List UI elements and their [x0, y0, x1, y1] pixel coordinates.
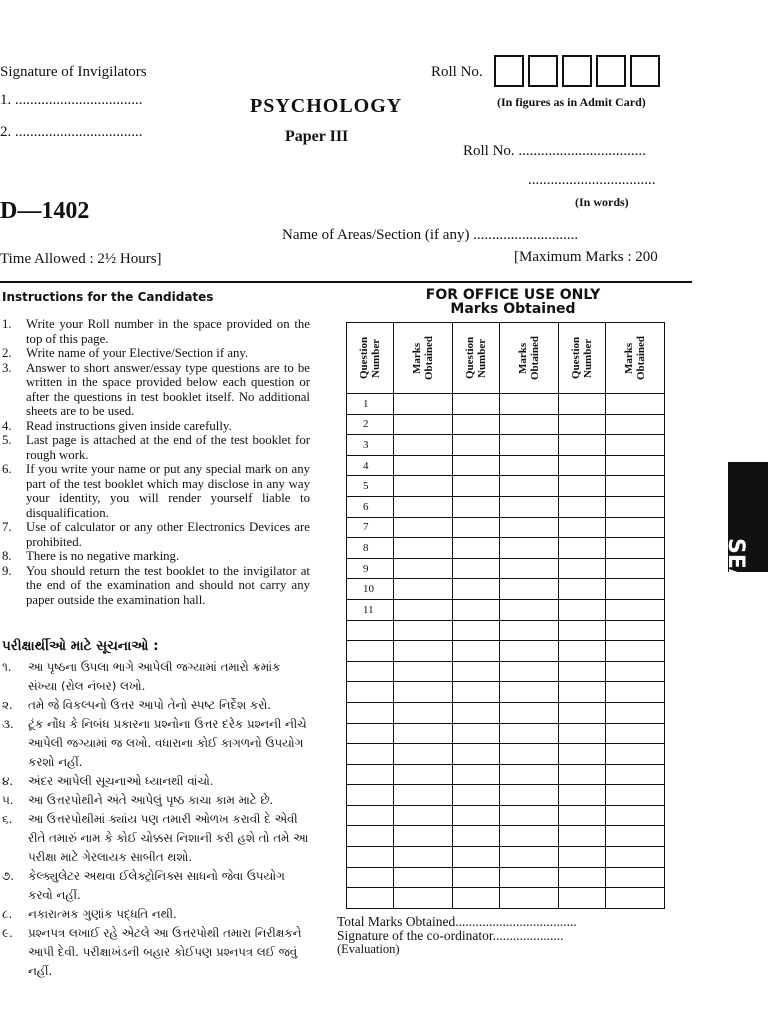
seal-tab [723, 462, 768, 600]
marks-table-header [347, 323, 665, 394]
marks-cell[interactable] [606, 744, 665, 765]
table-row [347, 435, 665, 456]
question-number-cell[interactable] [453, 394, 500, 415]
table-row [347, 702, 665, 723]
instructions-title: Instructions for the Candidates [2, 290, 214, 304]
marks-cell[interactable] [606, 414, 665, 435]
marks-table [346, 322, 665, 909]
marks-cell[interactable] [500, 538, 559, 559]
marks-cell[interactable] [500, 394, 559, 415]
question-number-cell[interactable] [559, 744, 606, 765]
instruction-item: 4. Read instructions given inside carefully. [2, 418, 232, 433]
question-number-cell[interactable] [453, 723, 500, 744]
question-number-cell [347, 641, 394, 662]
marks-cell[interactable] [394, 826, 453, 847]
question-number-cell[interactable] [453, 476, 500, 497]
question-number-cell [347, 661, 394, 682]
marks-cell[interactable] [500, 826, 559, 847]
instruction-item: 5. Last page is attached at the end of the test booklet for rough work. [2, 433, 310, 462]
question-number-cell[interactable] [559, 826, 606, 847]
question-number-cell[interactable] [453, 538, 500, 559]
instruction-item: 9. You should return the test booklet to the invigilator at the end of the examination and should not carry any paper outside the examination hall. [2, 563, 310, 607]
invigilator-signature-line-2[interactable]: 2. .................................. [0, 124, 143, 140]
table-row [347, 455, 665, 476]
question-number-cell [347, 805, 394, 826]
question-number-cell [347, 867, 394, 888]
roll-digit-box[interactable] [494, 55, 524, 87]
table-row [347, 888, 665, 909]
question-number-cell: 9 [347, 558, 394, 579]
table-row [347, 785, 665, 806]
time-allowed: Time Allowed : 2½ Hours] [0, 251, 162, 267]
marks-cell[interactable] [606, 682, 665, 703]
subject-title: PSYCHOLOGY [250, 95, 403, 117]
gujarati-instruction-item: ૩. ટૂંક નોંધ કે નિબંધ પ્રકારના પ્રશ્નોના ઉત્તર દરેક પ્રશ્નની નીચે આપેલી જગ્યામાં જ લખો. વધારાના કોઈ કાગળનો ઉપયોગ કરશો નહીં. [2, 717, 307, 769]
marks-cell[interactable] [500, 723, 559, 744]
question-number-cell: 3 [347, 435, 394, 456]
col-question-number: Question Number [453, 323, 500, 394]
question-number-cell[interactable] [559, 702, 606, 723]
question-number-cell[interactable] [453, 517, 500, 538]
question-number-cell[interactable] [453, 702, 500, 723]
marks-cell[interactable] [606, 867, 665, 888]
roll-digit-box[interactable] [562, 55, 592, 87]
marks-cell[interactable] [606, 496, 665, 517]
marks-cell[interactable] [500, 455, 559, 476]
instructions-list [2, 317, 310, 607]
gujarati-instruction-item: ૨. તમે જે વિકલ્પનો ઉત્તર આપો તેનો સ્પષ્ટ નિર્દેશ કરો. [2, 698, 272, 712]
question-number-cell [347, 888, 394, 909]
table-row [347, 826, 665, 847]
marks-cell[interactable] [394, 620, 453, 641]
marks-cell[interactable] [500, 867, 559, 888]
roll-digit-box[interactable] [630, 55, 660, 87]
question-number-cell[interactable] [559, 435, 606, 456]
question-number-cell[interactable] [559, 723, 606, 744]
gujarati-instruction-item: ૫. આ ઉત્તરપોથીને અંતે આપેલું પૃષ્ઠ કાચા કામ માટે છે. [2, 793, 274, 807]
marks-cell[interactable] [394, 661, 453, 682]
marks-cell[interactable] [394, 496, 453, 517]
instruction-item: 1. Write your Roll number in the space provided on the top of this page. [2, 317, 310, 346]
marks-cell[interactable] [500, 888, 559, 909]
col-question-number: Question Number [559, 323, 606, 394]
question-number-cell[interactable] [453, 661, 500, 682]
table-row [347, 414, 665, 435]
question-number-cell [347, 723, 394, 744]
table-row [347, 558, 665, 579]
table-row [347, 599, 665, 620]
header-divider [0, 281, 692, 283]
question-number-cell[interactable] [559, 538, 606, 559]
instruction-item: 6. If you write your name or put any special mark on any part of the test booklet which may disclose in any way your identity, you will render yourself liable to disqualification. [2, 462, 310, 520]
table-row [347, 723, 665, 744]
marks-cell[interactable] [394, 744, 453, 765]
marks-cell[interactable] [606, 476, 665, 497]
question-number-cell[interactable] [453, 847, 500, 868]
coordinator-signature-line[interactable]: Signature of the co-ordinator..................... [337, 928, 564, 943]
question-number-cell[interactable] [559, 682, 606, 703]
marks-cell[interactable] [394, 785, 453, 806]
col-marks-obtained: Marks Obtained [606, 323, 665, 394]
marks-cell[interactable] [394, 435, 453, 456]
roll-words-line-2[interactable]: .................................. [528, 172, 656, 188]
question-number-cell[interactable] [559, 476, 606, 497]
area-section-line[interactable]: Name of Areas/Section (if any) ............................ [282, 227, 579, 243]
question-number-cell[interactable] [453, 867, 500, 888]
table-row [347, 682, 665, 703]
marks-cell[interactable] [606, 538, 665, 559]
marks-cell[interactable] [500, 476, 559, 497]
marks-cell[interactable] [606, 785, 665, 806]
marks-cell[interactable] [606, 394, 665, 415]
question-number-cell [347, 847, 394, 868]
instruction-item: 7. Use of calculator or any other Electronics Devices are prohibited. [2, 520, 310, 549]
question-number-cell[interactable] [453, 599, 500, 620]
paper-number: Paper III [285, 128, 349, 145]
question-number-cell[interactable] [453, 455, 500, 476]
question-number-cell[interactable] [559, 455, 606, 476]
marks-cell[interactable] [394, 682, 453, 703]
marks-cell[interactable] [606, 847, 665, 868]
marks-cell[interactable] [500, 599, 559, 620]
marks-cell[interactable] [394, 517, 453, 538]
marks-cell[interactable] [394, 867, 453, 888]
invigilator-signature-line-1[interactable]: 1. .................................. [0, 92, 143, 108]
question-number-cell [347, 764, 394, 785]
question-number-cell[interactable] [453, 496, 500, 517]
gujarati-instruction-item: ૭. કેલ્ક્યુલેટર અથવા ઈલેક્ટ્રોનિક્સ સાધનો જેવા ઉપયોગ કરવો નહીં. [2, 869, 285, 902]
question-number-cell[interactable] [559, 620, 606, 641]
question-number-cell[interactable] [559, 599, 606, 620]
question-number-cell: 1 [347, 394, 394, 415]
gujarati-instruction-item: ૪. અંદર આપેલી સૂચનાઓ ધ્યાનથી વાંચો. [2, 774, 214, 788]
marks-cell[interactable] [500, 620, 559, 641]
marks-cell[interactable] [500, 744, 559, 765]
marks-cell[interactable] [606, 723, 665, 744]
gujarati-instructions-title: પરીક્ષાર્થીઓ માટે સૂચનાઓ : [2, 638, 159, 654]
marks-cell[interactable] [500, 558, 559, 579]
marks-cell[interactable] [500, 805, 559, 826]
table-row [347, 394, 665, 415]
question-number-cell[interactable] [559, 888, 606, 909]
table-row [347, 496, 665, 517]
gujarati-instruction-item: ૯. પ્રશ્નપત્ર લખાઈ રહે એટલે આ ઉત્તરપોથી તમારા નિરીક્ષકને આપી દેવી. પરીક્ષાખંડની બહાર કોઈપણ પ્રશ્નપત્ર લઈ જવું નહીં. [2, 926, 302, 978]
table-row [347, 764, 665, 785]
marks-cell[interactable] [606, 517, 665, 538]
evaluation-note: (Evaluation) [337, 942, 400, 956]
marks-cell[interactable] [606, 764, 665, 785]
question-number-cell[interactable] [453, 764, 500, 785]
question-number-cell[interactable] [559, 641, 606, 662]
gujarati-instruction-item: ૬. આ ઉત્તરપોથીમાં ક્યાંય પણ તમારી ઓળખ કરાવી દે એવી રીતે તમારું નામ કે કોઈ ચોક્કસ નિશાની કરી હશે તો તમે આ પરીક્ષા માટે ગેરલાયક સાબીત થશો. [2, 812, 309, 864]
roll-number-label: Roll No. [431, 64, 483, 80]
question-number-cell[interactable] [559, 579, 606, 600]
marks-cell[interactable] [606, 599, 665, 620]
question-number-cell[interactable] [453, 805, 500, 826]
marks-cell[interactable] [500, 579, 559, 600]
question-number-cell[interactable] [453, 641, 500, 662]
table-row [347, 805, 665, 826]
question-number-cell[interactable] [559, 496, 606, 517]
question-number-cell[interactable] [559, 867, 606, 888]
marks-cell[interactable] [394, 723, 453, 744]
table-row [347, 517, 665, 538]
question-number-cell[interactable] [453, 826, 500, 847]
question-number-cell: 10 [347, 579, 394, 600]
question-number-cell [347, 682, 394, 703]
seal-label: SEAL [723, 538, 748, 600]
paper-code: D—1402 [0, 198, 90, 224]
col-question-number: Question Number [347, 323, 394, 394]
marks-cell[interactable] [606, 661, 665, 682]
question-number-cell[interactable] [453, 620, 500, 641]
marks-cell[interactable] [394, 888, 453, 909]
marks-cell[interactable] [394, 394, 453, 415]
marks-cell[interactable] [394, 579, 453, 600]
question-number-cell: 7 [347, 517, 394, 538]
question-number-cell: 6 [347, 496, 394, 517]
marks-cell[interactable] [500, 414, 559, 435]
question-number-cell [347, 744, 394, 765]
question-number-cell[interactable] [559, 558, 606, 579]
question-number-cell[interactable] [453, 682, 500, 703]
marks-cell[interactable] [394, 599, 453, 620]
marks-cell[interactable] [500, 682, 559, 703]
gujarati-instruction-item: ૧. આ પૃષ્ઠના ઉપલા ભાગે આપેલી જગ્યામાં તમારો ક્રમાંક સંખ્યા (રોલ નંબર) લખો. [2, 660, 281, 693]
marks-cell[interactable] [606, 455, 665, 476]
in-words-note: (In words) [575, 195, 629, 209]
question-number-cell: 5 [347, 476, 394, 497]
question-number-cell [347, 826, 394, 847]
question-number-cell[interactable] [559, 661, 606, 682]
col-marks-obtained: Marks Obtained [500, 323, 559, 394]
marks-cell[interactable] [606, 826, 665, 847]
marks-cell[interactable] [394, 641, 453, 662]
gujarati-instruction-item: ૮. નકારાત્મક ગુણાંક પદ્ધતિ નથી. [2, 907, 177, 921]
table-row [347, 744, 665, 765]
marks-cell[interactable] [394, 847, 453, 868]
marks-cell[interactable] [500, 661, 559, 682]
marks-cell[interactable] [394, 558, 453, 579]
marks-cell[interactable] [606, 558, 665, 579]
roll-words-line[interactable]: Roll No. .................................. [463, 143, 646, 159]
marks-cell[interactable] [394, 702, 453, 723]
marks-cell[interactable] [394, 764, 453, 785]
marks-cell[interactable] [606, 641, 665, 662]
question-number-cell[interactable] [453, 744, 500, 765]
marks-cell[interactable] [500, 702, 559, 723]
question-number-cell[interactable] [453, 414, 500, 435]
table-row [347, 538, 665, 559]
marks-cell[interactable] [394, 805, 453, 826]
table-row [347, 847, 665, 868]
marks-cell[interactable] [500, 496, 559, 517]
instruction-item: 3. Answer to short answer/essay type questions are to be written in the space provided below each question or after the questions in test booklet itself. No additional sheets are to be used. [2, 360, 310, 418]
question-number-cell [347, 785, 394, 806]
marks-cell[interactable] [394, 414, 453, 435]
marks-cell[interactable] [500, 641, 559, 662]
question-number-cell [347, 702, 394, 723]
total-marks-line[interactable]: Total Marks Obtained.................................... [337, 914, 577, 929]
gujarati-instructions-list [2, 658, 312, 981]
roll-figures-note: (In figures as in Admit Card) [497, 95, 646, 109]
marks-cell[interactable] [394, 476, 453, 497]
table-row [347, 641, 665, 662]
question-number-cell[interactable] [453, 888, 500, 909]
question-number-cell[interactable] [453, 785, 500, 806]
question-number-cell[interactable] [559, 764, 606, 785]
office-use-title: FOR OFFICE USE ONLY [425, 287, 601, 303]
table-row [347, 579, 665, 600]
marks-cell[interactable] [606, 702, 665, 723]
instruction-item: 2. Write name of your Elective/Section if any. [2, 346, 249, 360]
marks-cell[interactable] [394, 538, 453, 559]
roll-digit-box[interactable] [528, 55, 558, 87]
roll-number-boxes [494, 55, 660, 87]
marks-cell[interactable] [606, 435, 665, 456]
question-number-cell: 8 [347, 538, 394, 559]
marks-table-body [347, 394, 665, 909]
question-number-cell[interactable] [559, 805, 606, 826]
question-number-cell[interactable] [453, 558, 500, 579]
question-number-cell[interactable] [453, 579, 500, 600]
question-number-cell[interactable] [453, 435, 500, 456]
question-number-cell: 2 [347, 414, 394, 435]
invigilators-label: Signature of Invigilators [0, 64, 147, 80]
question-number-cell[interactable] [559, 785, 606, 806]
marks-obtained-title: Marks Obtained [450, 301, 576, 317]
marks-cell[interactable] [606, 805, 665, 826]
marks-cell[interactable] [500, 764, 559, 785]
question-number-cell[interactable] [559, 847, 606, 868]
col-marks-obtained: Marks Obtained [394, 323, 453, 394]
table-row [347, 867, 665, 888]
marks-cell[interactable] [394, 455, 453, 476]
question-number-cell[interactable] [559, 414, 606, 435]
marks-cell[interactable] [606, 888, 665, 909]
marks-cell[interactable] [500, 847, 559, 868]
marks-cell[interactable] [606, 579, 665, 600]
question-number-cell[interactable] [559, 517, 606, 538]
table-row [347, 476, 665, 497]
question-number-cell: 11 [347, 599, 394, 620]
marks-cell[interactable] [606, 620, 665, 641]
question-number-cell[interactable] [559, 394, 606, 415]
maximum-marks: [Maximum Marks : 200 [514, 249, 658, 265]
marks-cell[interactable] [500, 517, 559, 538]
marks-cell[interactable] [500, 435, 559, 456]
table-row [347, 661, 665, 682]
instruction-item: 8. There is no negative marking. [2, 549, 180, 563]
question-number-cell: 4 [347, 455, 394, 476]
roll-digit-box[interactable] [596, 55, 626, 87]
table-row [347, 620, 665, 641]
marks-cell[interactable] [500, 785, 559, 806]
question-number-cell [347, 620, 394, 641]
